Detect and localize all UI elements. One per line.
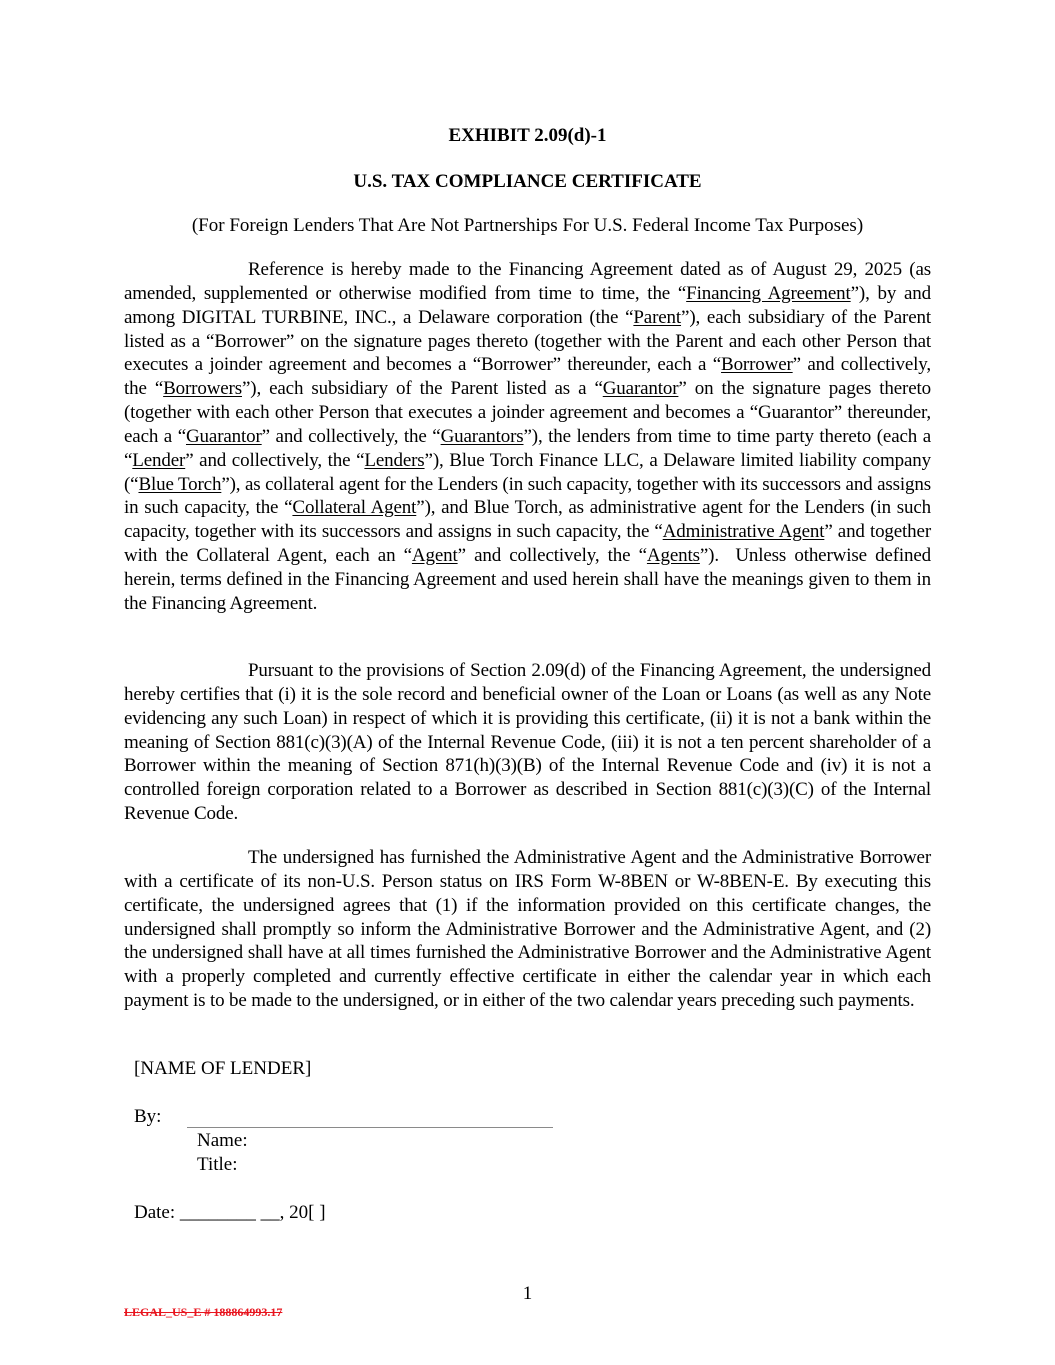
signature-line[interactable] [187,1127,553,1128]
certification-paragraph: Pursuant to the provisions of Section 2.09(d) of the Financing Agreement, the undersigned hereby certifies that (i) it is the sole record and beneficial owner of the Loan or Loans (as well as any Note evidencing any such Loan) in respect of which it is providing this certificate, (ii) it is not a bank within the meaning of Section 881(c)(3)(A) of the Internal Revenue Code, (iii) it is not a ten percent shareholder of a Borrower within the meaning of Section 871(h)(3)(B) of the Internal Revenue Code and (iv) it is not a controlled foreign corporation related to a Borrower as described in Section 881(c)(3)(C) of the Internal Revenue Code. [124,660,931,825]
page-number: 1 [522,1283,533,1304]
certificate-subtitle: (For Foreign Lenders That Are Not Partnerships For U.S. Federal Income Tax Purposes) [191,215,864,236]
defined-term: Borrowers [163,378,242,400]
defined-term: Guarantor [602,378,679,400]
defined-term: Blue Torch [138,473,222,495]
certificate-title: U.S. TAX COMPLIANCE CERTIFICATE [353,171,702,192]
furnished-forms-paragraph: The undersigned has furnished the Administrative Agent and the Administrative Borrower with a certificate of its non-U.S. Person status on IRS Form W-8BEN or W-8BEN-E. By executing this certificate, the undersigned agrees that (1) if the information provided on this certificate changes, the undersigned shall promptly so inform the Administrative Borrower and the Administrative Agent, and (2) the undersigned shall have at all times furnished the Administrative Borrower and the Administrative Agent with a properly completed and currently effective certificate in either the calendar year in which each payment is to be made to the undersigned, or in either of the two calendar years preceding such payments. [124,847,931,1012]
defined-term: Lenders [364,449,425,471]
defined-term: Guarantor [185,425,262,447]
defined-term: Parent [633,306,682,328]
defined-term: Collateral Agent [292,497,417,519]
exhibit-label: EXHIBIT 2.09(d)-1 [448,125,607,146]
name-label: Name: [197,1130,248,1151]
defined-term: Agents [646,545,700,567]
defined-term: Lender [132,449,186,471]
lender-name-placeholder: [NAME OF LENDER] [134,1058,312,1079]
by-label: By: [134,1106,162,1127]
footer-document-id: LEGAL_US_E # 188864993.17 [124,1305,283,1319]
defined-term: Financing Agreement [686,282,851,304]
defined-term: Borrower [721,354,793,376]
date-line: Date: ________ __, 20[ ] [134,1202,326,1223]
defined-term: Agent [411,545,458,567]
defined-term: Administrative Agent [662,521,825,543]
title-label: Title: [197,1154,238,1175]
reference-paragraph: Reference is hereby made to the Financing Agreement dated as of August 29, 2025 (as amended, supplemented or otherwise modified from time to time, the “Financing Agreement”), by and among DIGITAL TURBINE, INC., a Delaware corporation (the “Parent”), each subsidiary of the Parent listed as a “Borrower” on the signature pages thereto (together with the Parent and each other Person that executes a joinder agreement and becomes a “Borrower” thereunder, each a “Borrower” and collectively, the “Borrowers”), each subsidiary of the Parent listed as a “Guarantor” on the signature pages thereto (together with each other Person that executes a joinder agreement and becomes a “Guarantor” thereunder, each a “Guarantor” and collectively, the “Guarantors”), the lenders from time to time party thereto (each a “Lender” and collectively, the “Lenders”), Blue Torch Finance LLC, a Delaware limited liability company (“Blue Torch”), as collateral agent for the Lenders (in such capacity, together with its successors and assigns in such capacity, the “Collateral Agent”), and Blue Torch, as administrative agent for the Lenders (in such capacity, together with its successors and assigns in such capacity, the “Administrative Agent” and together with the Collateral Agent, each an “Agent” and collectively, the “Agents”). Unless otherwise defined herein, terms defined in the Financing Agreement and used herein shall have the meanings given to them in the Financing Agreement. [124,259,932,614]
defined-term: Guarantors [440,425,524,447]
